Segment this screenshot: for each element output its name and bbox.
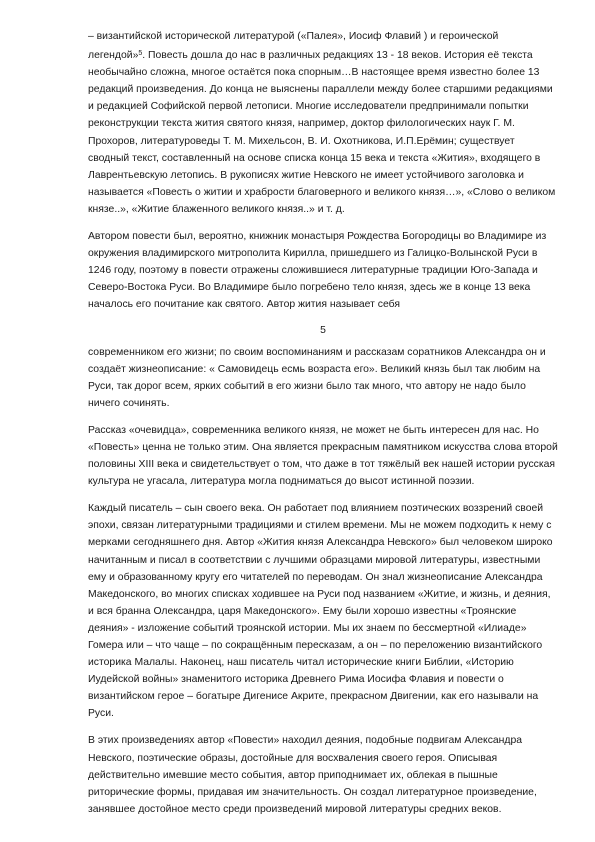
document-page [88,28,558,818]
footnote-marker: 5 [138,50,143,58]
paragraph-author: Автором повести был, вероятно, книжник монастыря Рождества Богородицы во Владимире из окружения владимирского митрополита Кирилла, пришедшего из Галицко-Волынской Руси в 1246 году, поэтому в повести отражены сложившиеся литературные традиции Юго-Запада и Северо-Востока Руси. Во Владимире было погребено тело князя, здесь же в конце 13 века началось его почитание как святого. Автор жития называет себя [88,231,547,311]
paragraph-contemporary: современником его жизни; по своим воспоминаниям и рассказам соратников Александра он и создаёт жизнеописание: « Самовидець есмь возраста его». Великий князь был так любим на Руси, так дорог всем, ярких событий в его жизни было так много, что автору не надо было ничего сочинять. [88,346,546,409]
paragraph-literary-sources [88,28,558,218]
paragraph-writer-of-his-age: Каждый писатель – сын своего века. Он работает под влиянием поэтических воззрений своей эпохи, связан литературными традициями и стилем времени. Мы не можем подходить к нему с мерками сегодняшнего дня. Автор «Жития князя Александра Невского» был человеком широко начитанным и писал в соответствии с лучшими образцами мировой литературы, известными ему и образованному кругу его читателей по переводам. Он знал жизнеописание Александра Македонского, во многих списках ходившее на Руси под названием «Житие, и жизнь, и деяния, и вся бранна Олександра, царя Македонского». Ему были хорошо известны «Троянские деяния» - изложение событий троянской истории. Мы их знаем по бессмертной «Илиаде» Гомера или – что чаще – по сокращённым пересказам, а он – по переложению византийского историка Малалы. Наконец, наш писатель читал исторические книги Библии, «Историю Иудейской войны» знаменитого историка Древнего Рима Иосифа Флавия и повести о византийском герое – богатыре Дигенисе Акрите, прекрасном Двигении, как его называли на Руси. [88,503,553,720]
paragraph-eyewitness: Рассказ «очевидца», современника великого князя, не может не быть интересен для нас. Но «Повесть» ценна не только этим. Она является прекрасным памятником искусства слова второй половины XIII века и свидетельствует о том, что даже в тот тяжёлый век нашей истории русская культура не угасала, литература могла подниматься до высот истинной поэзии. [88,424,558,488]
paragraph-poetic-images: В этих произведениях автор «Повести» находил деяния, подобные подвигам Александра Невского, поэтические образы, достойные для восхваления своего героя. Описывая действительно имевшие место события, автор приподнимает их, облекая в пышные риторические формы, придавая им значительность. Он создал литературное произведение, занявшее достойное место среди произведений мировой литературы средних веков. [88,735,537,815]
paragraph-text: . Повесть дошла до нас в различных редакциях 13 - 18 веков. История её текста необычайно сложна, многое остаётся пока спорным…В настоящее время известно более 13 редакций произведения. До конца не выяснены параллели между более старшими редакциями и редакцией Софийской первой летописи. Многие исследователи предпринимали попытки реконструкции текста жития святого князя, например, доктор филологических наук Г. М. Прохоров, литературоведы Т. М. Михельсон, В. И. Охотникова, И.П.Ерёмин; существует сводный текст, составленный на основе списка конца 15 века и текста «Жития», входящего в Лаврентьевскую летопись. В рукописях житие Невского не имеет устойчивого заголовка и называется «Повесть о житии и храбрости благоверного и великого князя…», «Слово о великом князе..», «Житие блаженного великого князя..» и т. д. [88,50,556,215]
page-number: 5 [320,324,326,336]
paragraph-text: – византийской исторической литературой («Палея», Иосиф Флавий ) и героической легендой» [88,31,499,62]
